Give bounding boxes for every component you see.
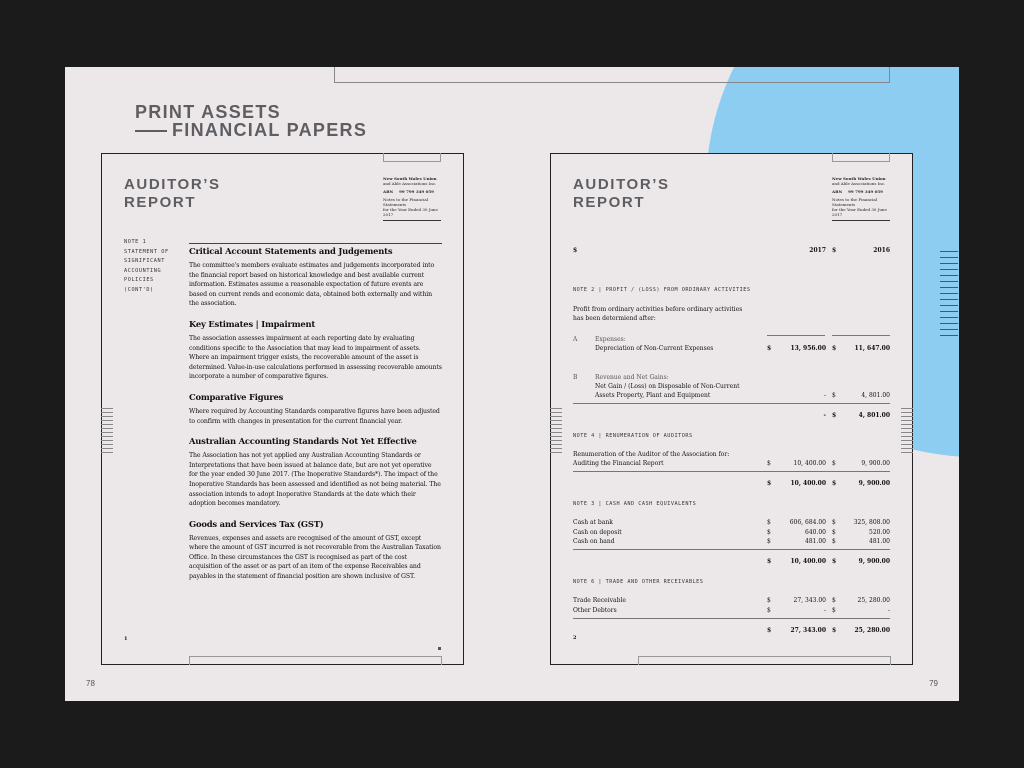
note3-label: NOTE 3 | CASH AND CASH EQUIVALENTS [573, 501, 697, 507]
note2-a-value-2016: 11, 647.00 [854, 345, 890, 352]
section-body: Revenues, expenses and assets are recognised of the amount of GST, except where the amount of GST incurred is not recoverable from the Australian Taxation Office. In these circumstances the GST is recognised as part of the cost acquisition of the asset or as part of an item of the expense Receivables and payables in the statement of financial position are shown inclusive of GST. [189, 534, 441, 581]
note2-b-item-line1: Net Gain / (Loss) on Disposable of Non-Current [595, 383, 740, 390]
section-body: The Association has not yet applied any Australian Accounting Standards or Interpretations that have been issued at balance date, but are not yet operative for the year ended 30 June 2017. (The Inoperative Standards*). The impact of the Inoperative Standards has been assessed and identified as not being material. The association intends to adopt Inoperative Standards at the date which their adoption becomes mandatory. [189, 452, 441, 508]
org-notes-line1: Notes to the Financial Statements [832, 197, 878, 207]
side-note-line: POLICIES [124, 277, 154, 283]
note3-total-currency-2017: $ [767, 558, 772, 565]
content-top-rule [189, 243, 442, 244]
brand-line2: FINANCIAL PAPERS [135, 121, 367, 139]
note3-row-value-2016: 520.00 [869, 529, 890, 536]
note6-row-label: Trade Receivable [573, 597, 626, 604]
note2-intro-line1: Profit from ordinary activities before ordinary activities [573, 306, 743, 313]
doc-title [573, 176, 670, 212]
abn-label: ABN [383, 189, 394, 194]
header-year-2017: 2017 [809, 247, 826, 254]
doc-page-marker: 2 [573, 635, 577, 641]
left-document-page [101, 153, 464, 665]
policy-section [189, 519, 442, 582]
note2-total-rule [573, 403, 890, 404]
note2-total-currency-2016: $ [832, 412, 837, 419]
note6-total-currency-2016: $ [832, 627, 837, 634]
header-currency-2017: $ [573, 247, 578, 254]
note6-row-value-2017: 27, 343.00 [793, 597, 826, 604]
note6-row-currency-2017: $ [767, 607, 771, 614]
note4-total-2016: 9, 900.00 [858, 480, 890, 487]
org-abn [832, 189, 890, 194]
spread-edge-ticks [940, 251, 958, 341]
org-notes-line2: for the Year Ended 30 June 2017 [832, 207, 887, 217]
doc-title [124, 176, 221, 212]
org-sub: and Able Associations Inc. [383, 181, 437, 186]
org-name: New South Wales Union [383, 176, 437, 181]
doc-title-line1: AUDITOR’S [124, 176, 221, 193]
top-tab-frame [334, 67, 890, 83]
note3-row-value-2017: 640.00 [805, 529, 826, 536]
doc-title-line1: AUDITOR’S [573, 176, 670, 193]
policy-section [189, 392, 442, 426]
org-name: New South Wales Union [832, 176, 886, 181]
side-note-line: SIGNIFICANT [124, 258, 165, 264]
doc-title-line2: REPORT [124, 194, 197, 211]
note2-a-currency-2017: $ [767, 345, 772, 352]
note4-line2: Auditing the Financial Report [573, 460, 664, 467]
note3-row-currency-2017: $ [767, 529, 771, 536]
note4-total-currency-2017: $ [767, 480, 772, 487]
policy-section [189, 436, 442, 509]
note3-row-value-2016: 325, 808.00 [853, 519, 890, 526]
note2-a-currency-2016: $ [832, 345, 837, 352]
right-document-page [550, 153, 913, 665]
note6-total-2017: 27, 343.00 [790, 627, 826, 634]
note2-a-letter: A [573, 336, 578, 343]
doc-top-tab [383, 153, 441, 162]
abn-value: 99 799 349 059 [399, 189, 434, 194]
note2-b-item-line2: Assets Property, Plant and Equipment [595, 392, 711, 399]
note6-row-label: Other Debtors [573, 607, 617, 614]
org-notes-line1: Notes to the Financial Statements [383, 197, 429, 207]
note3-row-label: Cash on hand [573, 538, 615, 545]
col2-rule [832, 335, 890, 336]
doc-bottom-tab [189, 656, 442, 665]
square-marker-icon [438, 647, 441, 650]
note3-row-currency-2017: $ [767, 538, 771, 545]
side-note-line: (CONT'D) [124, 286, 154, 293]
section-heading: Comparative Figures [189, 391, 284, 402]
note3-row-currency-2016: $ [832, 519, 836, 526]
note6-row-value-2016: 25, 280.00 [857, 597, 890, 604]
org-notes [383, 197, 441, 221]
brand-title [135, 103, 367, 139]
section-heading: Critical Account Statements and Judgements [189, 246, 393, 256]
note4-total-rule [573, 471, 890, 472]
note6-total-currency-2017: $ [767, 627, 772, 634]
section-body: The association assesses impairment at each reporting date by evaluating conditions specific to the Association that may lead to impairment of assets. Where an impairment trigger exists, the recoverable amount of the asset is determined. Value-in-use calculations performed in assessing recoverable amounts incorporate a number of comparative figures. [189, 334, 442, 381]
note3-row-value-2017: 481.00 [805, 538, 826, 545]
org-block [383, 176, 441, 221]
left-tick-marks [101, 408, 113, 454]
note3-row-value-2016: 481.00 [869, 538, 890, 545]
note6-row-currency-2016: $ [832, 607, 836, 614]
note4-value-2017: 10, 400.00 [793, 460, 826, 467]
magazine-spread [65, 67, 959, 701]
right-tick-marks [901, 408, 913, 454]
doc-page-marker: 1 [124, 636, 128, 642]
note2-b-label: Revenue and Net Gains: [595, 374, 669, 381]
note6-row-value-2016: - [887, 607, 890, 614]
note2-b-value-2016: 4, 801.00 [861, 392, 890, 399]
note2-total-2016: 4, 801.00 [858, 412, 890, 419]
note4-currency-2017: $ [767, 460, 771, 467]
header-currency-2016: $ [832, 247, 837, 254]
org-notes-line2: for the Year Ended 30 June 2017 [383, 207, 438, 217]
side-note-line: NOTE 1 [124, 239, 147, 245]
note3-row-label: Cash at bank [573, 519, 613, 526]
note4-label: NOTE 4 | RENUMERATION OF AUDITORS [573, 433, 693, 439]
policy-content [189, 246, 442, 592]
note2-a-item: Depreciation of Non-Current Expenses [595, 345, 714, 352]
note6-total-2016: 25, 280.00 [854, 627, 890, 634]
org-abn [383, 189, 441, 194]
note3-total-currency-2016: $ [832, 558, 837, 565]
note6-total-rule [573, 618, 890, 619]
section-body: The committee's members evaluate estimates and judgements incorporated into the financial report based on historical knowledge and best available current information. Estimates assume a reasonable expectation of future events are based on current rends and economic data, obtained both externally and within the association. [189, 262, 435, 308]
note3-row-currency-2016: $ [832, 538, 836, 545]
side-note [124, 238, 169, 295]
note6-row-currency-2017: $ [767, 597, 771, 604]
note3-row-currency-2016: $ [832, 529, 836, 536]
section-body: Where required by Accounting Standards comparative figures have been adjusted to confirm with changes in presentation for the current financial year. [189, 407, 440, 425]
doc-title-line2: REPORT [573, 194, 646, 211]
note4-total-currency-2016: $ [832, 480, 837, 487]
note4-total-2017: 10, 400.00 [790, 480, 826, 487]
header-year-2016: 2016 [873, 247, 890, 254]
note4-line1: Renumeration of the Auditor of the Association for: [573, 451, 730, 458]
col1-rule [767, 335, 825, 336]
note6-label: NOTE 6 | TRADE AND OTHER RECEIVABLES [573, 579, 704, 585]
brand-line1: PRINT ASSETS [135, 102, 281, 122]
page-number-right: 79 [929, 679, 938, 688]
note3-total-2017: 10, 400.00 [790, 558, 826, 565]
note2-a-value-2017: 13, 956.00 [790, 345, 826, 352]
note2-label: NOTE 2 | PROFIT / (LOSS) FROM ORDINARY ACTIVITIES [573, 287, 751, 293]
org-block [832, 176, 890, 221]
left-tick-marks [550, 408, 562, 454]
note4-value-2016: 9, 900.00 [861, 460, 890, 467]
org-notes [832, 197, 890, 221]
side-note-line: ACCOUNTING [124, 267, 162, 274]
note3-total-2016: 9, 900.00 [858, 558, 890, 565]
note2-intro-line2: has been determiend after: [573, 315, 656, 322]
note2-a-label: Expenses: [595, 336, 626, 343]
note2-b-letter: B [573, 374, 578, 381]
note6-row-value-2017: - [823, 607, 826, 614]
abn-value: 99 799 349 059 [848, 189, 883, 194]
page-number-left: 78 [86, 679, 95, 688]
policy-section [189, 319, 442, 382]
note2-b-value-2017: - [823, 392, 826, 399]
section-heading: Australian Accounting Standards Not Yet Effective [189, 436, 417, 447]
note3-row-currency-2017: $ [767, 519, 771, 526]
note6-row-currency-2016: $ [832, 597, 836, 604]
note3-row-label: Cash on deposit [573, 529, 622, 536]
note3-total-rule [573, 549, 890, 550]
note2-b-currency-2016: $ [832, 392, 836, 399]
note4-currency-2016: $ [832, 460, 836, 467]
section-heading: Goods and Services Tax (GST) [189, 518, 324, 529]
abn-label: ABN [832, 189, 843, 194]
org-sub: and Able Associations Inc. [832, 181, 886, 186]
note3-row-value-2017: 606, 684.00 [789, 519, 826, 526]
policy-section [189, 246, 442, 309]
side-note-line: STATEMENT OF [124, 248, 169, 255]
section-heading: Key Estimates | Impairment [189, 318, 316, 329]
note2-total-2017: - [823, 412, 826, 419]
doc-bottom-tab [638, 656, 891, 665]
doc-top-tab [832, 153, 890, 162]
